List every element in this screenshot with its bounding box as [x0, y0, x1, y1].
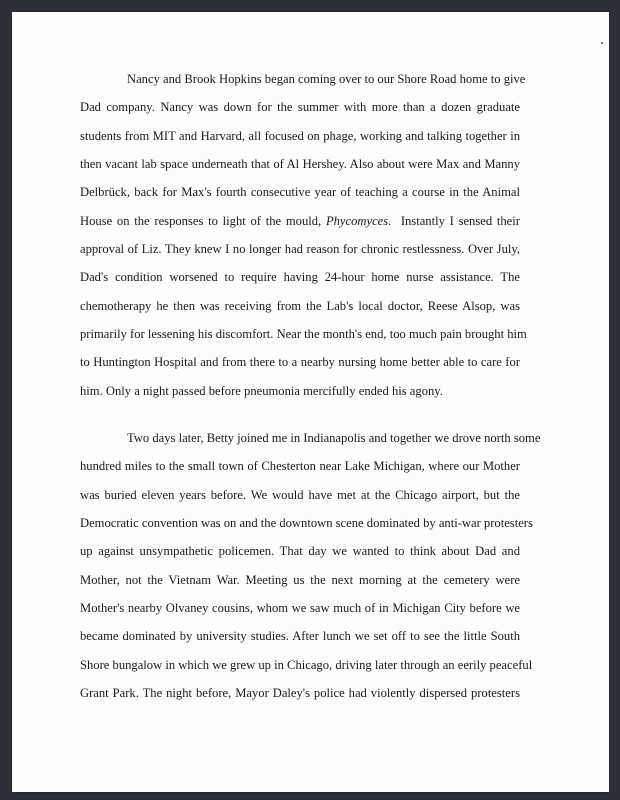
text-line: Mother, not the Vietnam War. Meeting us the next morning at the cemetery were — [80, 572, 520, 587]
text-line: primarily for lessening his discomfort. Near the month's end, too much pain brought him — [80, 327, 527, 342]
paper-speck — [601, 42, 603, 44]
text-line: hundred miles to the small town of Chesterton near Lake Michigan, where our Mother — [80, 459, 520, 474]
text-fragment: Instantly I sensed their — [400, 213, 520, 228]
italic-term: Phycomyces — [325, 213, 389, 228]
text-line: Dad's condition worsened to require having 24-hour home nurse assistance. The — [80, 270, 520, 285]
text-line: was buried eleven years before. We would have met at the Chicago airport, but the — [80, 487, 520, 502]
text-line: approval of Liz. They knew I no longer had reason for chronic restlessness. Over July, — [80, 242, 520, 257]
text-line: Mother's nearby Olvaney cousins, whom we saw much of in Michigan City before we — [80, 601, 520, 616]
text-line: Dad company. Nancy was down for the summer with more than a dozen graduate — [80, 100, 520, 115]
text-line: Delbrück, back for Max's fourth consecutive year of teaching a course in the Animal — [80, 185, 520, 200]
text-line: then vacant lab space underneath that of Al Hershey. Also about were Max and Manny — [80, 157, 520, 172]
text-line: became dominated by university studies. After lunch we set off to see the little South — [80, 629, 520, 644]
text-line: him. Only a night passed before pneumonia mercifully ended his agony. — [80, 383, 443, 398]
text-line-with-italic: House on the responses to light of the mould, Phycomyces. Instantly I sensed their — [80, 213, 520, 228]
paragraph-2 — [80, 424, 541, 707]
text-line: up against unsympathetic policemen. That day we wanted to think about Dad and — [80, 544, 520, 559]
text-line: chemotherapy he then was receiving from the Lab's local doctor, Reese Alsop, was — [80, 298, 520, 313]
text-fragment: House on the responses to light of the mould, — [80, 213, 322, 228]
paragraph-1 — [80, 65, 527, 405]
text-line: to Huntington Hospital and from there to a nearby nursing home better able to care for — [80, 355, 520, 370]
text-line: Grant Park. The night before, Mayor Daley's police had violently dispersed protesters — [80, 686, 520, 701]
text-line: Nancy and Brook Hopkins began coming over to our Shore Road home to give — [127, 72, 526, 86]
text-line: students from MIT and Harvard, all focused on phage, working and talking together in — [80, 128, 520, 143]
text-line: Shore bungalow in which we grew up in Chicago, driving later through an eerily peaceful — [80, 657, 533, 672]
text-line: Two days later, Betty joined me in Indianapolis and together we drove north some — [127, 431, 541, 445]
text-line: Democratic convention was on and the downtown scene dominated by anti-war protesters — [80, 516, 533, 531]
